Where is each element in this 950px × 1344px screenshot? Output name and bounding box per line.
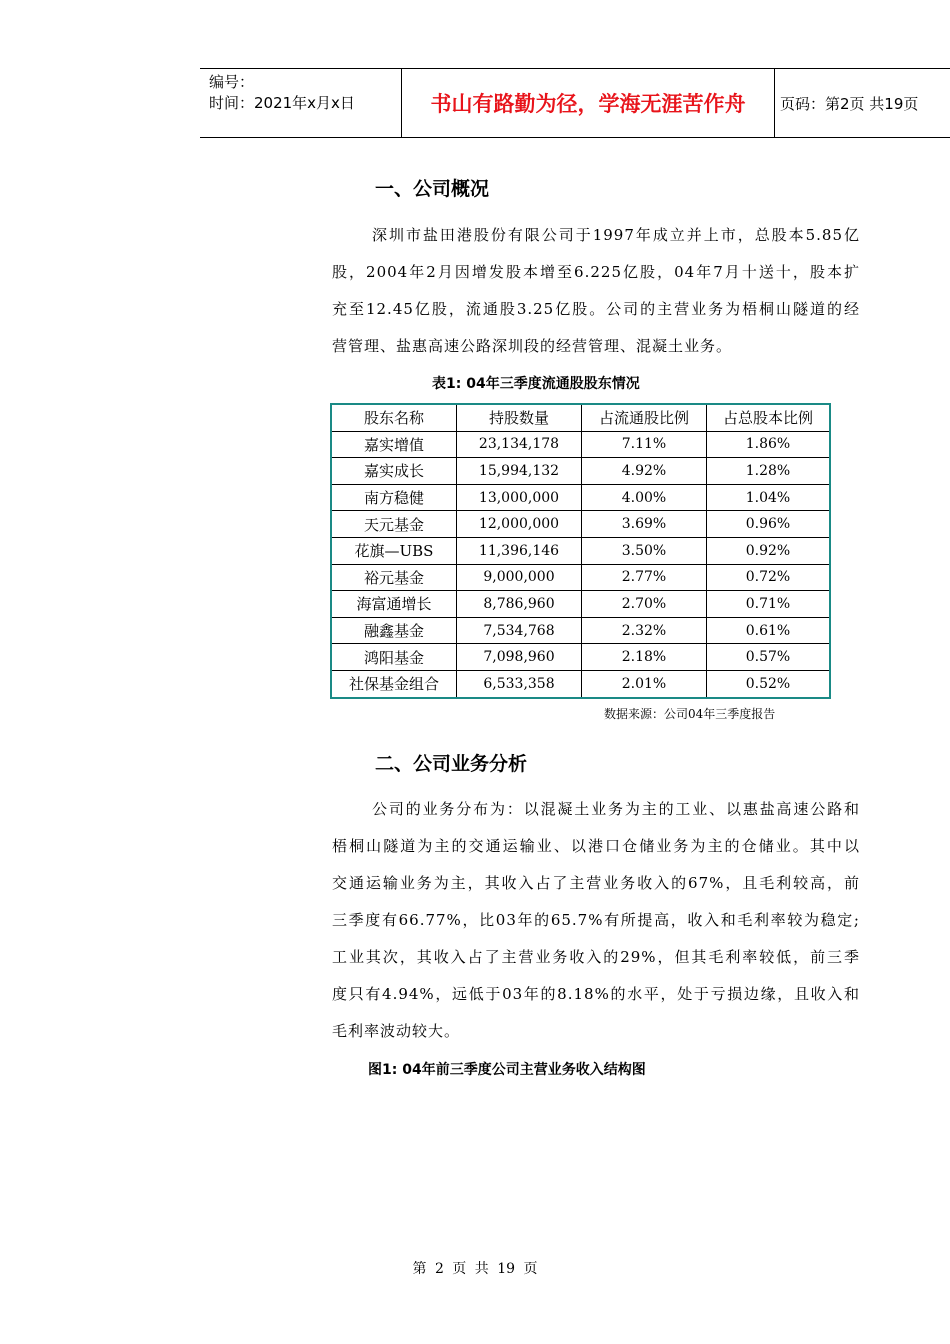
share-count: 9,000,000 [457, 564, 582, 591]
share-count: 7,098,960 [457, 644, 582, 671]
shareholder-name: 裕元基金 [331, 564, 457, 591]
total-ratio: 1.04% [707, 484, 831, 511]
total-ratio: 0.72% [707, 564, 831, 591]
float-ratio: 2.01% [582, 670, 707, 697]
table-row [331, 644, 830, 671]
total-ratio: 1.86% [707, 431, 831, 458]
section1-paragraph [332, 217, 860, 365]
float-ratio: 7.11% [582, 431, 707, 458]
shareholder-name: 南方稳健 [331, 484, 457, 511]
table1-caption: 表1: 04年三季度流通股股东情况 [432, 376, 640, 392]
header-page-info: 页码：第2页 共19页 [780, 94, 919, 113]
share-count: 12,000,000 [457, 511, 582, 538]
table-row [331, 591, 830, 618]
header-divider [774, 69, 775, 137]
share-count: 7,534,768 [457, 617, 582, 644]
column-header: 持股数量 [457, 404, 582, 431]
paragraph-line: 股，2004年2月因增发股本增至6.225亿股，04年7月十送十，股本扩 [332, 263, 860, 281]
total-ratio: 1.28% [707, 458, 831, 485]
column-header: 占流通股比例 [582, 404, 707, 431]
float-ratio: 2.70% [582, 591, 707, 618]
paragraph-line: 交通运输业务为主，其收入占了主营业务收入的67%，且毛利较高，前 [332, 874, 860, 892]
shareholder-name: 花旗—UBS [331, 537, 457, 564]
table1-source: 数据来源：公司04年三季度报告 [604, 707, 776, 721]
shareholder-name: 海富通增长 [331, 591, 457, 618]
shareholder-name: 社保基金组合 [331, 670, 457, 697]
paragraph-line: 充至12.45亿股，流通股3.25亿股。公司的主营业务为梧桐山隧道的经 [332, 300, 860, 318]
float-ratio: 2.18% [582, 644, 707, 671]
share-count: 23,134,178 [457, 431, 582, 458]
share-count: 11,396,146 [457, 537, 582, 564]
float-ratio: 4.00% [582, 484, 707, 511]
total-ratio: 0.71% [707, 591, 831, 618]
total-ratio: 0.96% [707, 511, 831, 538]
column-header: 占总股本比例 [707, 404, 831, 431]
paragraph-line: 毛利率波动较大。 [332, 1022, 461, 1040]
shareholder-name: 嘉实增值 [331, 431, 457, 458]
table-row [331, 564, 830, 591]
shareholder-table [330, 403, 831, 699]
float-ratio: 3.50% [582, 537, 707, 564]
total-ratio: 0.52% [707, 670, 831, 697]
section2-paragraph [332, 791, 860, 1050]
header-motto: 书山有路勤为径，学海无涯苦作舟 [430, 92, 746, 116]
total-ratio: 0.57% [707, 644, 831, 671]
shareholder-name: 鸿阳基金 [331, 644, 457, 671]
header-left [209, 72, 355, 114]
shareholder-name: 嘉实成长 [331, 458, 457, 485]
float-ratio: 2.32% [582, 617, 707, 644]
column-header: 股东名称 [331, 404, 457, 431]
table-row [331, 458, 830, 485]
page-header [200, 68, 950, 138]
paragraph-line: 三季度有66.77%，比03年的65.7%有所提高，收入和毛利率较为稳定; [332, 911, 860, 929]
paragraph-line: 公司的业务分布为：以混凝土业务为主的工业、以惠盐高速公路和 [372, 800, 860, 818]
page-footer: 第 2 页 共 19 页 [412, 1261, 538, 1277]
paragraph-line: 度只有4.94%，远低于03年的8.18%的水平，处于亏损边缘，且收入和 [332, 985, 860, 1003]
table-row [331, 484, 830, 511]
share-count: 13,000,000 [457, 484, 582, 511]
paragraph-line: 工业其次，其收入占了主营业务收入的29%，但其毛利率较低，前三季 [332, 948, 860, 966]
total-ratio: 0.92% [707, 537, 831, 564]
shareholder-name: 天元基金 [331, 511, 457, 538]
table-header-row [331, 404, 830, 431]
paragraph-line: 营管理、盐惠高速公路深圳段的经营管理、混凝土业务。 [332, 337, 733, 355]
share-count: 6,533,358 [457, 670, 582, 697]
paragraph-line: 梧桐山隧道为主的交通运输业、以港口仓储业务为主的仓储业。其中以 [332, 837, 860, 855]
shareholder-name: 融鑫基金 [331, 617, 457, 644]
table-row [331, 511, 830, 538]
paragraph-line: 深圳市盐田港股份有限公司于1997年成立并上市，总股本5.85亿 [372, 226, 860, 244]
table-row [331, 431, 830, 458]
time-label: 时间：2021年x月x日 [209, 94, 355, 112]
section1-heading: 一、公司概况 [375, 178, 490, 200]
total-ratio: 0.61% [707, 617, 831, 644]
float-ratio: 2.77% [582, 564, 707, 591]
number-label: 编号： [209, 73, 255, 91]
section2-heading: 二、公司业务分析 [375, 753, 528, 775]
table-row [331, 617, 830, 644]
share-count: 8,786,960 [457, 591, 582, 618]
share-count: 15,994,132 [457, 458, 582, 485]
figure1-caption: 图1: 04年前三季度公司主营业务收入结构图 [368, 1062, 646, 1078]
table-row [331, 670, 830, 697]
float-ratio: 3.69% [582, 511, 707, 538]
float-ratio: 4.92% [582, 458, 707, 485]
table-row [331, 537, 830, 564]
